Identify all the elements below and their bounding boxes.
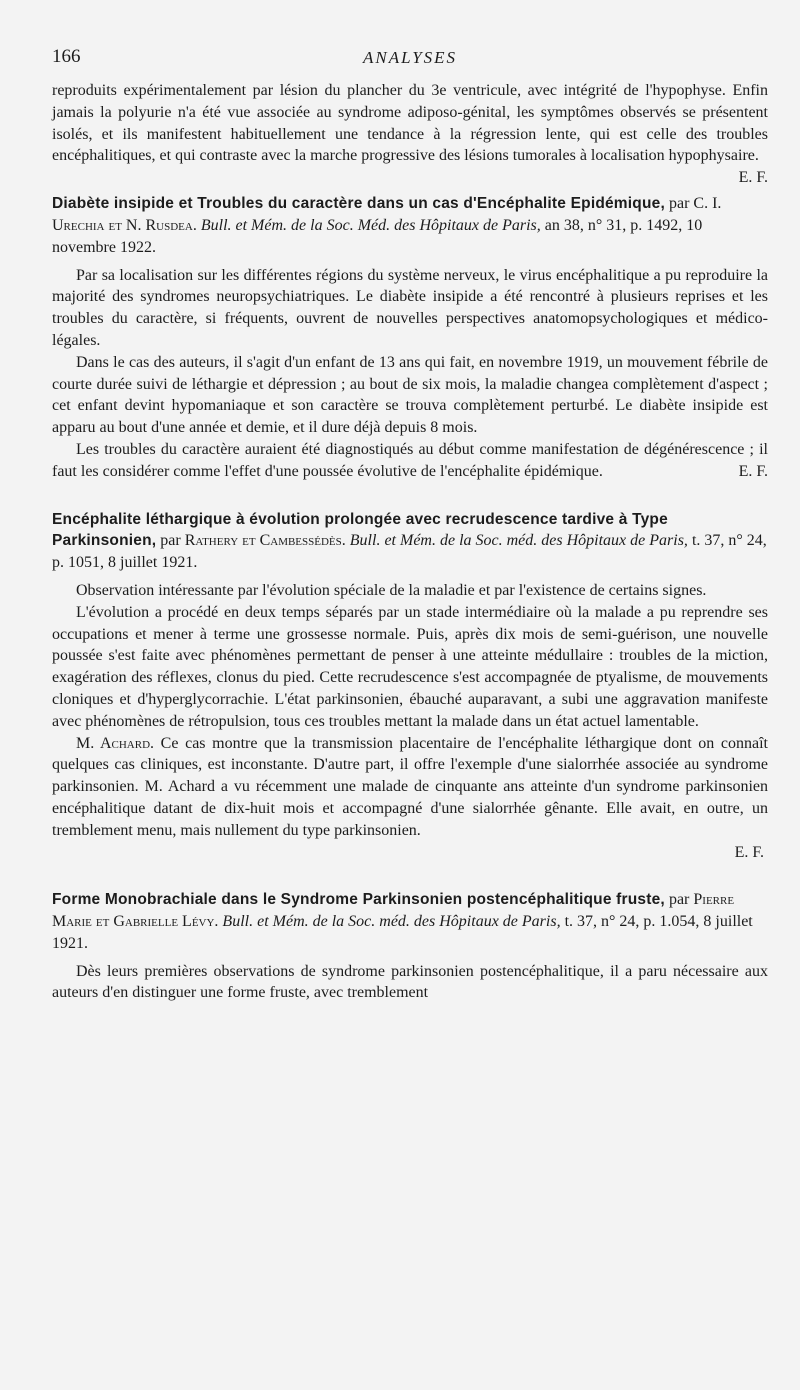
- intro-text: reproduits expérimentalement par lésion du plancher du 3e ventricule, avec intégrité de l'hypophyse. Enfin jamais la polyurie n'a été vue associée au syndrome adiposo-génital, les symptômes observés se présentent isolés, et ils manifestent habituellement une tendance à la régression lente, qui est celle des troubles encéphalitiques, et qui contraste avec la marche progressive des lésions tumorales à localisation hypophysaire.: [52, 82, 768, 165]
- article-paragraph: Par sa localisation sur les différentes régions du système nerveux, le virus encéphalitique a pu reproduire la majorité des syndromes neuropsychiatriques. Le diabète insipide a été rencontré à plusieurs reprises et les troubles du caractère, si fréquents, ouvrent de nouvelles perspectives anatomopsychologiques et médico-légales.: [52, 266, 768, 349]
- article-signature: E. F.: [734, 843, 764, 861]
- discussant-name: M. Achard: [76, 734, 151, 752]
- article-diabete-insipide: [52, 193, 768, 482]
- article-heading: [52, 509, 768, 574]
- article-reference: an 38, n° 31, p. 1492, 10 novembre 1922.: [52, 216, 703, 256]
- article-authors: Rathery et Cambessédès: [184, 532, 342, 550]
- page-header: [52, 44, 768, 74]
- intro-block: [52, 80, 768, 187]
- article-heading: [52, 193, 768, 258]
- article-sep: .: [214, 913, 223, 931]
- intro-paragraph: [52, 80, 768, 187]
- article-paragraph: [52, 733, 768, 842]
- article-authors: C. I. Urechia et N. Rusdea: [52, 195, 722, 234]
- article-paragraph: Observation intéressante par l'évolution spéciale de la maladie et par l'existence de certains signes.: [76, 581, 707, 599]
- article-journal: Bull. et Mém. de la Soc. méd. des Hôpitaux de Paris,: [222, 913, 561, 931]
- article-by: par: [664, 195, 694, 213]
- article-reference: t. 37, n° 24, p. 1051, 8 juillet 1921.: [52, 532, 767, 572]
- article-by: par: [156, 532, 185, 550]
- article-forme-monobrachiale: [52, 889, 768, 1004]
- article-encephalite-lethargique: [52, 509, 768, 864]
- article-sep: .: [192, 216, 201, 234]
- article-title: Forme Monobrachiale dans le Syndrome Parkinsonien postencéphalitique fruste,: [52, 891, 665, 909]
- article-authors: Pierre Marie et Gabrielle Lévy: [52, 891, 735, 931]
- article-paragraph: L'évolution a procédé en deux temps séparés par un stade intermédiaire où la malade a pu reprendre ses occupations et mener à terme une grossesse normale. Puis, après dix mois de semi-guérison, une nouvelle poussée s'est faite avec phénomènes permettant de penser à une atteinte médullaire : troubles de la miction, exagération des réflexes, clonus du pied. Cette recrudescence s'est accompagnée de ptyalisme, de mouvements cloniques et d'hyperglycorrachie. L'état parkinsonien, ébauché auparavant, a subi une aggravation manifeste avec phénomènes de rétropulsion, tous ces troubles mettant la malade dans un état actuel lamentable.: [52, 603, 768, 730]
- article-heading: [52, 889, 768, 954]
- article-title: Encéphalite léthargique à évolution prolongée avec recrudescence tardive à Type Parkinsonien,: [52, 510, 668, 550]
- article-reference: t. 37, n° 24, p. 1.054, 8 juillet 1921.: [52, 913, 753, 952]
- running-head: ANALYSES: [362, 48, 458, 67]
- article-paragraph-text: Les troubles du caractère auraient été diagnostiqués au début comme manifestation de dégénérescence ; il faut les considérer comme l'effet d'une poussée évolutive de l'encéphalite épidémique.: [52, 440, 768, 480]
- article-by: par: [664, 891, 694, 909]
- article-signature: E. F.: [738, 462, 768, 480]
- article-sep: .: [341, 532, 350, 550]
- article-journal: Bull. et Mém. de la Soc. méd. des Hôpitaux de Paris,: [349, 532, 688, 550]
- article-paragraph: Dès leurs premières observations de syndrome parkinsonien postencéphalitique, il a paru nécessaire aux auteurs d'en distinguer une forme fruste, avec tremblement: [52, 962, 768, 1002]
- discussion-text: . Ce cas montre que la transmission placentaire de l'encéphalite léthargique dont on connaît quelques cas cliniques, est inconstante. D'autre part, il offre l'exemple d'une sialorrhée associée au syndrome parkinsonien. M. Achard a vu récemment une malade de cinquante ans atteinte d'un syndrome parkinsonien encéphalitique datant de dix-huit mois et accompagné d'une sialorrhée gênante. Elle avait, en outre, un tremblement menu, mais nullement du type parkinsonien.: [52, 734, 768, 839]
- intro-signature: E. F.: [738, 169, 768, 187]
- page-number: 166: [52, 46, 81, 67]
- article-title: Diabète insipide et Troubles du caractère dans un cas d'Encéphalite Epidémique,: [52, 195, 665, 213]
- article-journal: Bull. et Mém. de la Soc. Méd. des Hôpitaux de Paris,: [200, 216, 541, 234]
- article-paragraph: [52, 439, 768, 483]
- article-paragraph: Dans le cas des auteurs, il s'agit d'un enfant de 13 ans qui fait, en novembre 1919, un mouvement fébrile de courte durée suivi de léthargie et dépression ; au bout de six mois, la maladie changea complètement d'aspect ; cet enfant devint hypomaniaque et son caractère se trouva complètement perturbé. Le diabète insipide est apparu au bout d'une année et demie, et il dure déjà depuis 8 mois.: [52, 353, 768, 437]
